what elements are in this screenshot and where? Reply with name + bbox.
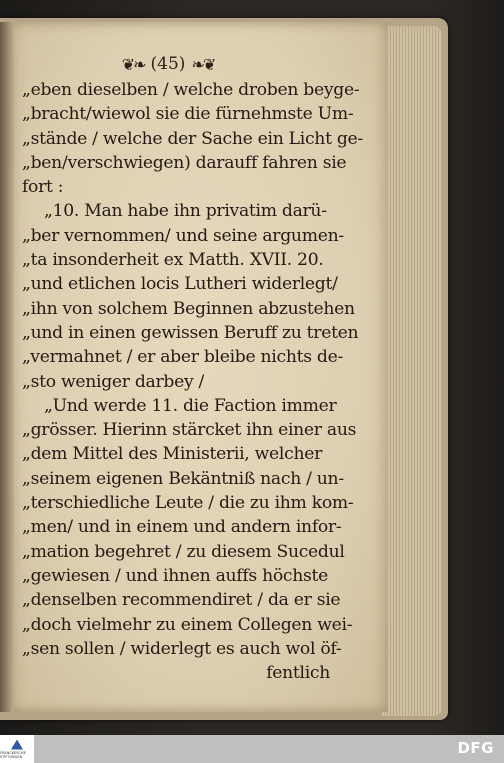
- text-line: „bracht/wiewol sie die fürnehmste Um-: [22, 104, 354, 125]
- text-line: „eben dieselben / welche droben beyge-: [22, 80, 360, 100]
- logo-label: FRANCKESCHE STIFTUNGEN: [0, 750, 26, 759]
- page-header: [108, 52, 228, 76]
- logo-icon: [11, 740, 23, 750]
- text-line: „terschiedliche Leute / die zu ihm kom-: [22, 493, 354, 514]
- institution-logo[interactable]: [0, 735, 34, 763]
- text-line: „ta insonderheit ex Matth. XVII. 20.: [22, 250, 324, 271]
- text-line: „ihn von solchem Beginnen abzustehen: [22, 298, 355, 319]
- text-line: „stände / welche der Sache ein Licht ge-: [22, 128, 363, 149]
- text-line: „seinem eigenen Bekäntniß nach / un-: [22, 468, 344, 489]
- text-line: „10. Man habe ihn privatim darü-: [44, 201, 327, 222]
- text-line: „gewiesen / und ihnen auffs höchste: [22, 565, 329, 586]
- text-line: „und in einen gewissen Beruff zu treten: [22, 322, 359, 343]
- viewer-footer: [0, 735, 504, 763]
- text-line: „ben/verschwiegen) darauff fahren sie: [22, 152, 347, 173]
- text-line: fort :: [22, 177, 64, 198]
- text-line: „grösser. Hierinn stärcket ihn einer aus: [22, 420, 357, 441]
- text-line: „dem Mittel des Ministerii, welcher: [22, 444, 322, 465]
- text-line: „Und werde 11. die Faction immer: [44, 395, 337, 416]
- ornament-right-icon: ❧❦: [191, 54, 215, 74]
- text-line: „sto weniger darbey /: [22, 371, 205, 392]
- text-line: „ber vernommen/ und seine argumen-: [22, 225, 344, 246]
- text-line: fentlich: [266, 663, 330, 684]
- text-line: „vermahnet / er aber bleibe nichts de-: [22, 347, 343, 368]
- text-line: „und etlichen locis Lutheri widerlegt/: [22, 274, 338, 295]
- ornament-left-icon: ❦❧: [121, 54, 145, 74]
- page-edges: [382, 26, 442, 716]
- page-number: (45): [150, 54, 186, 74]
- text-line: „doch vielmehr zu einem Collegen wei-: [22, 614, 353, 635]
- book-gutter: [0, 22, 14, 712]
- dfg-logo[interactable]: DFG: [457, 739, 494, 757]
- text-line: „sen sollen / widerlegt es auch wol öf-: [22, 638, 342, 659]
- text-line: „denselben recommendiret / da er sie: [22, 590, 341, 611]
- page-text: [22, 78, 363, 685]
- text-line: „mation begehret / zu diesem Sucedul: [22, 541, 345, 562]
- text-line: „men/ und in einem und andern infor-: [22, 517, 342, 538]
